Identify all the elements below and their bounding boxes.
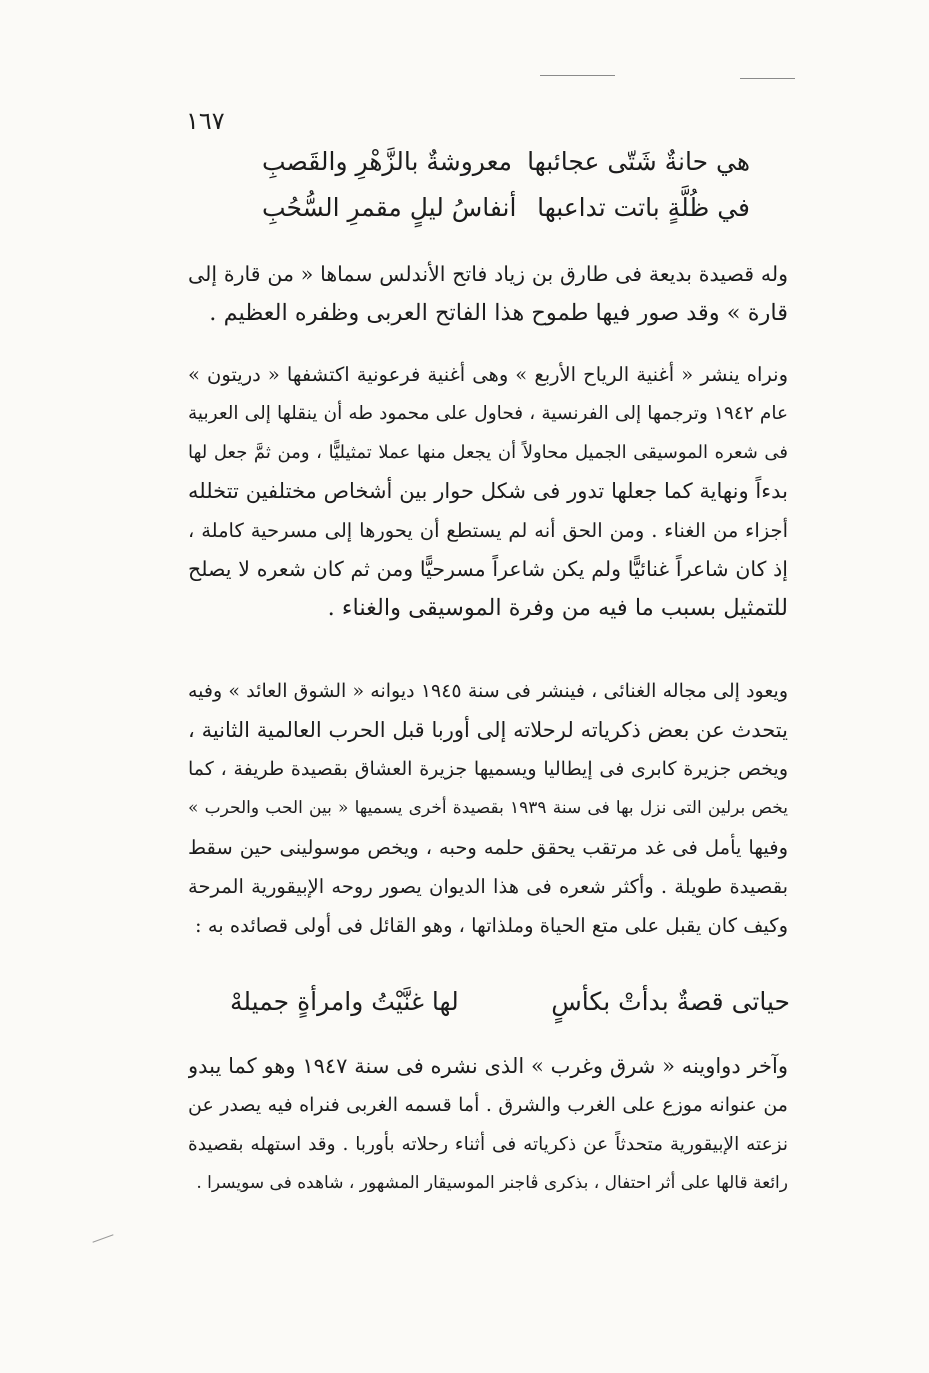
verse-line bbox=[200, 982, 790, 1022]
verse-hemistich-right: حياتى قصةٌ بدأتْ بكأسٍ bbox=[551, 987, 790, 1016]
scan-edge-line bbox=[740, 78, 795, 79]
text-line: ويعود إلى مجاله الغنائى ، فينشر فى سنة ١٩٤٥ ديوانه « الشوق العائد » وفيه bbox=[188, 680, 788, 702]
text-line: رائعة قالها على أثر احتفال ، بذكرى ڤاجنر الموسيقار المشهور ، شاهده فى سويسرا . bbox=[196, 1173, 788, 1193]
text-line: بدءاً ونهاية كما جعلها تدور فى شكل حوار بين أشخاص مختلفين تتخلله bbox=[188, 479, 788, 503]
text-line: بقصيدة طويلة . وأكثر شعره فى هذا الديوان يصور روحه الإبيقورية المرحة bbox=[188, 875, 788, 898]
paragraph bbox=[188, 255, 788, 333]
verse-hemistich-left: معروشةٌ بالزَّهْرِ والقَصبِ bbox=[262, 147, 513, 176]
text-line: وفيها يأمل فى غد مرتقب يحقق حلمه وحبه ، ويخص موسولينى حين سقط bbox=[188, 836, 788, 859]
verse-hemistich-left: أنفاسُ ليلٍ مقمرِ السُّحُبِ bbox=[262, 193, 517, 222]
text-line: من عنوانه موزع على الغرب والشرق . أما قسمه الغربى فنراه فيه يصدر عن bbox=[188, 1094, 788, 1116]
text-line: نزعته الإبيقورية متحدثاً عن ذكرياته فى أثناء رحلاته بأوربا . وقد استهله بقصيدة bbox=[188, 1134, 788, 1155]
text-line: وله قصيدة بديعة فى طارق بن زياد فاتح الأندلس سماها « من قارة إلى bbox=[188, 262, 788, 286]
text-line: يخص برلين التى نزل بها فى سنة ١٩٣٩ بقصيدة أخرى يسميها « بين الحب والحرب » bbox=[188, 798, 788, 818]
text-line: فى شعره الموسيقى الجميل محاولاً أن يجعل منها عملا تمثيليًّا ، ومن ثمَّ جعل لها bbox=[188, 442, 788, 463]
page-number: ١٦٧ bbox=[186, 107, 225, 135]
paragraph bbox=[188, 355, 788, 628]
text-line: إذ كان شاعراً غنائيًّا ولم يكن شاعراً مسرحيًّا ومن ثم كان شعره لا يصلح bbox=[188, 557, 788, 581]
text-line: أجزاء من الغناء . ومن الحق أنه لم يستطع أن يحورها إلى مسرحية كاملة ، bbox=[188, 519, 788, 542]
verse-hemistich-left: لها غنَّيْتُ وامرأةٍ جميلهْ bbox=[230, 987, 459, 1016]
text-line: قارة » وقد صور فيها طموح هذا الفاتح العربى وظفره العظيم . bbox=[209, 300, 788, 326]
scan-edge-line bbox=[540, 75, 615, 76]
text-line: ويخص جزيرة كابرى فى إيطاليا ويسميها جزيرة العشاق بقصيدة طريفة ، كما bbox=[188, 758, 788, 780]
pen-mark bbox=[92, 1234, 113, 1242]
text-line: ونراه ينشر « أغنية الرياح الأربع » وهى أغنية فرعونية اكتشفها « دريتون » bbox=[188, 363, 788, 386]
verse-hemistich-right: في ظُلَّةٍ باتت تداعبها bbox=[537, 193, 750, 222]
text-line: يتحدث عن بعض ذكرياته لرحلاته إلى أوربا قبل الحرب العالمية الثانية ، bbox=[188, 718, 788, 742]
text-line: للتمثيل بسبب ما فيه من وفرة الموسيقى والغناء . bbox=[327, 595, 788, 621]
text-line: وكيف كان يقبل على متع الحياة وملذاتها ، وهو القائل فى أولى قصائده به : bbox=[195, 914, 788, 937]
paragraph bbox=[188, 1047, 788, 1203]
text-line: عام ١٩٤٢ وترجمها إلى الفرنسية ، فحاول على محمود طه أن ينقلها إلى العربية bbox=[188, 403, 788, 424]
verse-line bbox=[190, 142, 750, 182]
verse-line bbox=[190, 188, 750, 228]
paragraph bbox=[188, 672, 788, 945]
text-line: وآخر دواوينه « شرق وغرب » الذى نشره فى سنة ١٩٤٧ وهو كما يبدو bbox=[188, 1054, 788, 1078]
verse-hemistich-right: هي حانةٌ شَتّى عجائبها bbox=[527, 147, 750, 176]
